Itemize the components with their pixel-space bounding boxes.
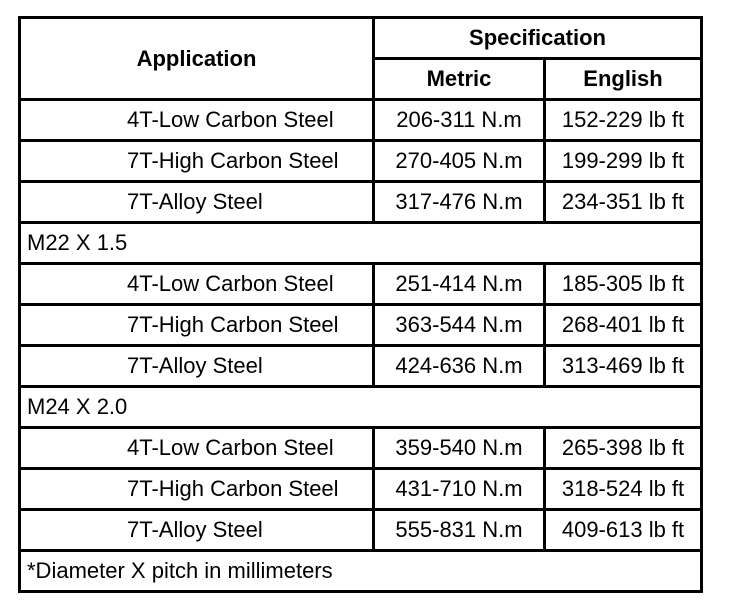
header-row-top — [20, 18, 702, 59]
application-cell: 4T-Low Carbon Steel — [20, 100, 374, 141]
metric-cell: 363-544 N.m — [374, 305, 545, 346]
application-cell: 7T-High Carbon Steel — [20, 305, 374, 346]
specification-header: Specification — [374, 18, 702, 59]
table-row — [20, 100, 702, 141]
metric-cell: 359-540 N.m — [374, 428, 545, 469]
metric-cell: 251-414 N.m — [374, 264, 545, 305]
table-row — [20, 141, 702, 182]
table-row — [20, 428, 702, 469]
english-header: English — [545, 59, 702, 100]
group-row — [20, 387, 702, 428]
table-row — [20, 264, 702, 305]
application-cell: 4T-Low Carbon Steel — [20, 264, 374, 305]
metric-cell: 424-636 N.m — [374, 346, 545, 387]
english-cell: 152-229 lb ft — [545, 100, 702, 141]
torque-spec-table — [18, 16, 703, 593]
application-cell: 7T-Alloy Steel — [20, 182, 374, 223]
english-cell: 318-524 lb ft — [545, 469, 702, 510]
metric-cell: 555-831 N.m — [374, 510, 545, 551]
group-row — [20, 223, 702, 264]
table-row — [20, 469, 702, 510]
table-row — [20, 346, 702, 387]
footnote-row — [20, 551, 702, 592]
group-label: M24 X 2.0 — [20, 387, 702, 428]
metric-cell: 431-710 N.m — [374, 469, 545, 510]
metric-cell: 206-311 N.m — [374, 100, 545, 141]
english-cell: 409-613 lb ft — [545, 510, 702, 551]
group-label: M22 X 1.5 — [20, 223, 702, 264]
footnote: *Diameter X pitch in millimeters — [20, 551, 702, 592]
metric-cell: 270-405 N.m — [374, 141, 545, 182]
application-cell: 4T-Low Carbon Steel — [20, 428, 374, 469]
metric-header: Metric — [374, 59, 545, 100]
application-cell: 7T-Alloy Steel — [20, 346, 374, 387]
english-cell: 199-299 lb ft — [545, 141, 702, 182]
english-cell: 313-469 lb ft — [545, 346, 702, 387]
english-cell: 268-401 lb ft — [545, 305, 702, 346]
table-row — [20, 510, 702, 551]
table-row — [20, 305, 702, 346]
application-cell: 7T-High Carbon Steel — [20, 141, 374, 182]
application-header: Application — [20, 18, 374, 100]
table-row — [20, 182, 702, 223]
english-cell: 185-305 lb ft — [545, 264, 702, 305]
english-cell: 234-351 lb ft — [545, 182, 702, 223]
application-cell: 7T-High Carbon Steel — [20, 469, 374, 510]
application-cell: 7T-Alloy Steel — [20, 510, 374, 551]
english-cell: 265-398 lb ft — [545, 428, 702, 469]
metric-cell: 317-476 N.m — [374, 182, 545, 223]
